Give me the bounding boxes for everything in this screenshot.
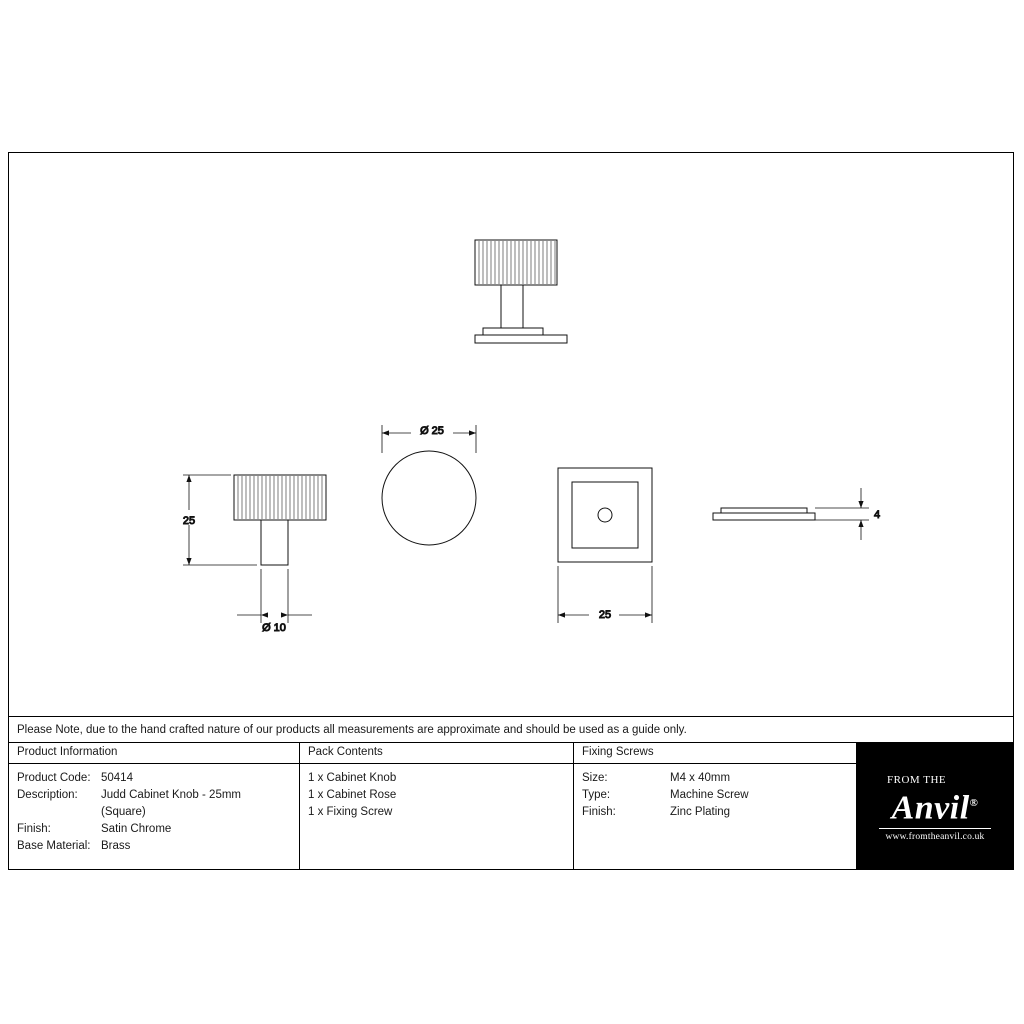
pack-contents-heading: Pack Contents (300, 743, 573, 764)
description-value-line2: (Square) (101, 806, 146, 818)
table-row (17, 838, 291, 855)
product-code-label: Product Code: (17, 772, 91, 784)
fixing-screws-column (574, 743, 857, 870)
logo-from-the-text: FROM THE (887, 774, 947, 787)
table-row (582, 770, 848, 787)
table-row (17, 804, 291, 821)
finish-label: Finish: (17, 823, 51, 835)
dimension-rose-thickness (815, 488, 869, 540)
table-row (17, 787, 291, 804)
dimension-rose-width-label: 25 (598, 609, 612, 621)
product-information-heading: Product Information (9, 743, 299, 764)
product-information-column (9, 743, 300, 870)
table-row (17, 770, 291, 787)
table-row (17, 821, 291, 838)
description-label: Description: (17, 789, 78, 801)
screw-finish-value: Zinc Plating (670, 806, 731, 818)
plan-view-square-rose (558, 468, 652, 562)
description-value: Judd Cabinet Knob - 25mm (101, 789, 241, 801)
dimension-knob-height-label: 25 (182, 515, 196, 527)
drawing-svg (9, 153, 1013, 716)
measurement-note: Please Note, due to the hand crafted nature of our products all measurements are approximate and should be used as a guide only. (9, 716, 1013, 743)
plan-view-circle (382, 451, 476, 545)
screw-size-value: M4 x 40mm (670, 772, 731, 784)
base-material-label: Base Material: (17, 840, 91, 852)
dimension-knob-diameter-label: Ø 25 (420, 425, 444, 437)
edge-view-rose (713, 508, 815, 520)
list-item: 1 x Fixing Screw (308, 806, 393, 818)
product-code-value: 50414 (101, 772, 133, 784)
table-row (582, 787, 848, 804)
logo-anvil-text (892, 786, 979, 825)
screw-type-label: Type: (582, 789, 611, 801)
logo-url-text: www.fromtheanvil.co.uk (885, 831, 985, 842)
brand-logo (857, 743, 1013, 870)
drawing-sheet (8, 152, 1014, 870)
technical-drawing-area (9, 153, 1013, 716)
list-item: 1 x Cabinet Rose (308, 789, 397, 801)
info-table (9, 743, 1013, 870)
logo-anvil-word: Anvil (891, 789, 970, 827)
logo-registered-mark: ® (969, 797, 979, 810)
dimension-stem-diameter (237, 569, 312, 623)
top-view-knob (475, 240, 567, 343)
logo-divider (879, 828, 991, 829)
screw-finish-label: Finish: (582, 806, 616, 818)
list-item: 1 x Cabinet Knob (308, 772, 397, 784)
pack-contents-column (300, 743, 574, 870)
screw-size-label: Size: (582, 772, 608, 784)
side-elevation-knob (234, 475, 326, 565)
finish-value: Satin Chrome (101, 823, 172, 835)
base-material-value: Brass (101, 840, 131, 852)
fixing-screws-heading: Fixing Screws (574, 743, 856, 764)
table-row (582, 804, 848, 821)
dimension-stem-diameter-label: Ø 10 (262, 622, 286, 634)
dimension-rose-thickness-label: 4 (873, 509, 881, 521)
screw-type-value: Machine Screw (670, 789, 749, 801)
